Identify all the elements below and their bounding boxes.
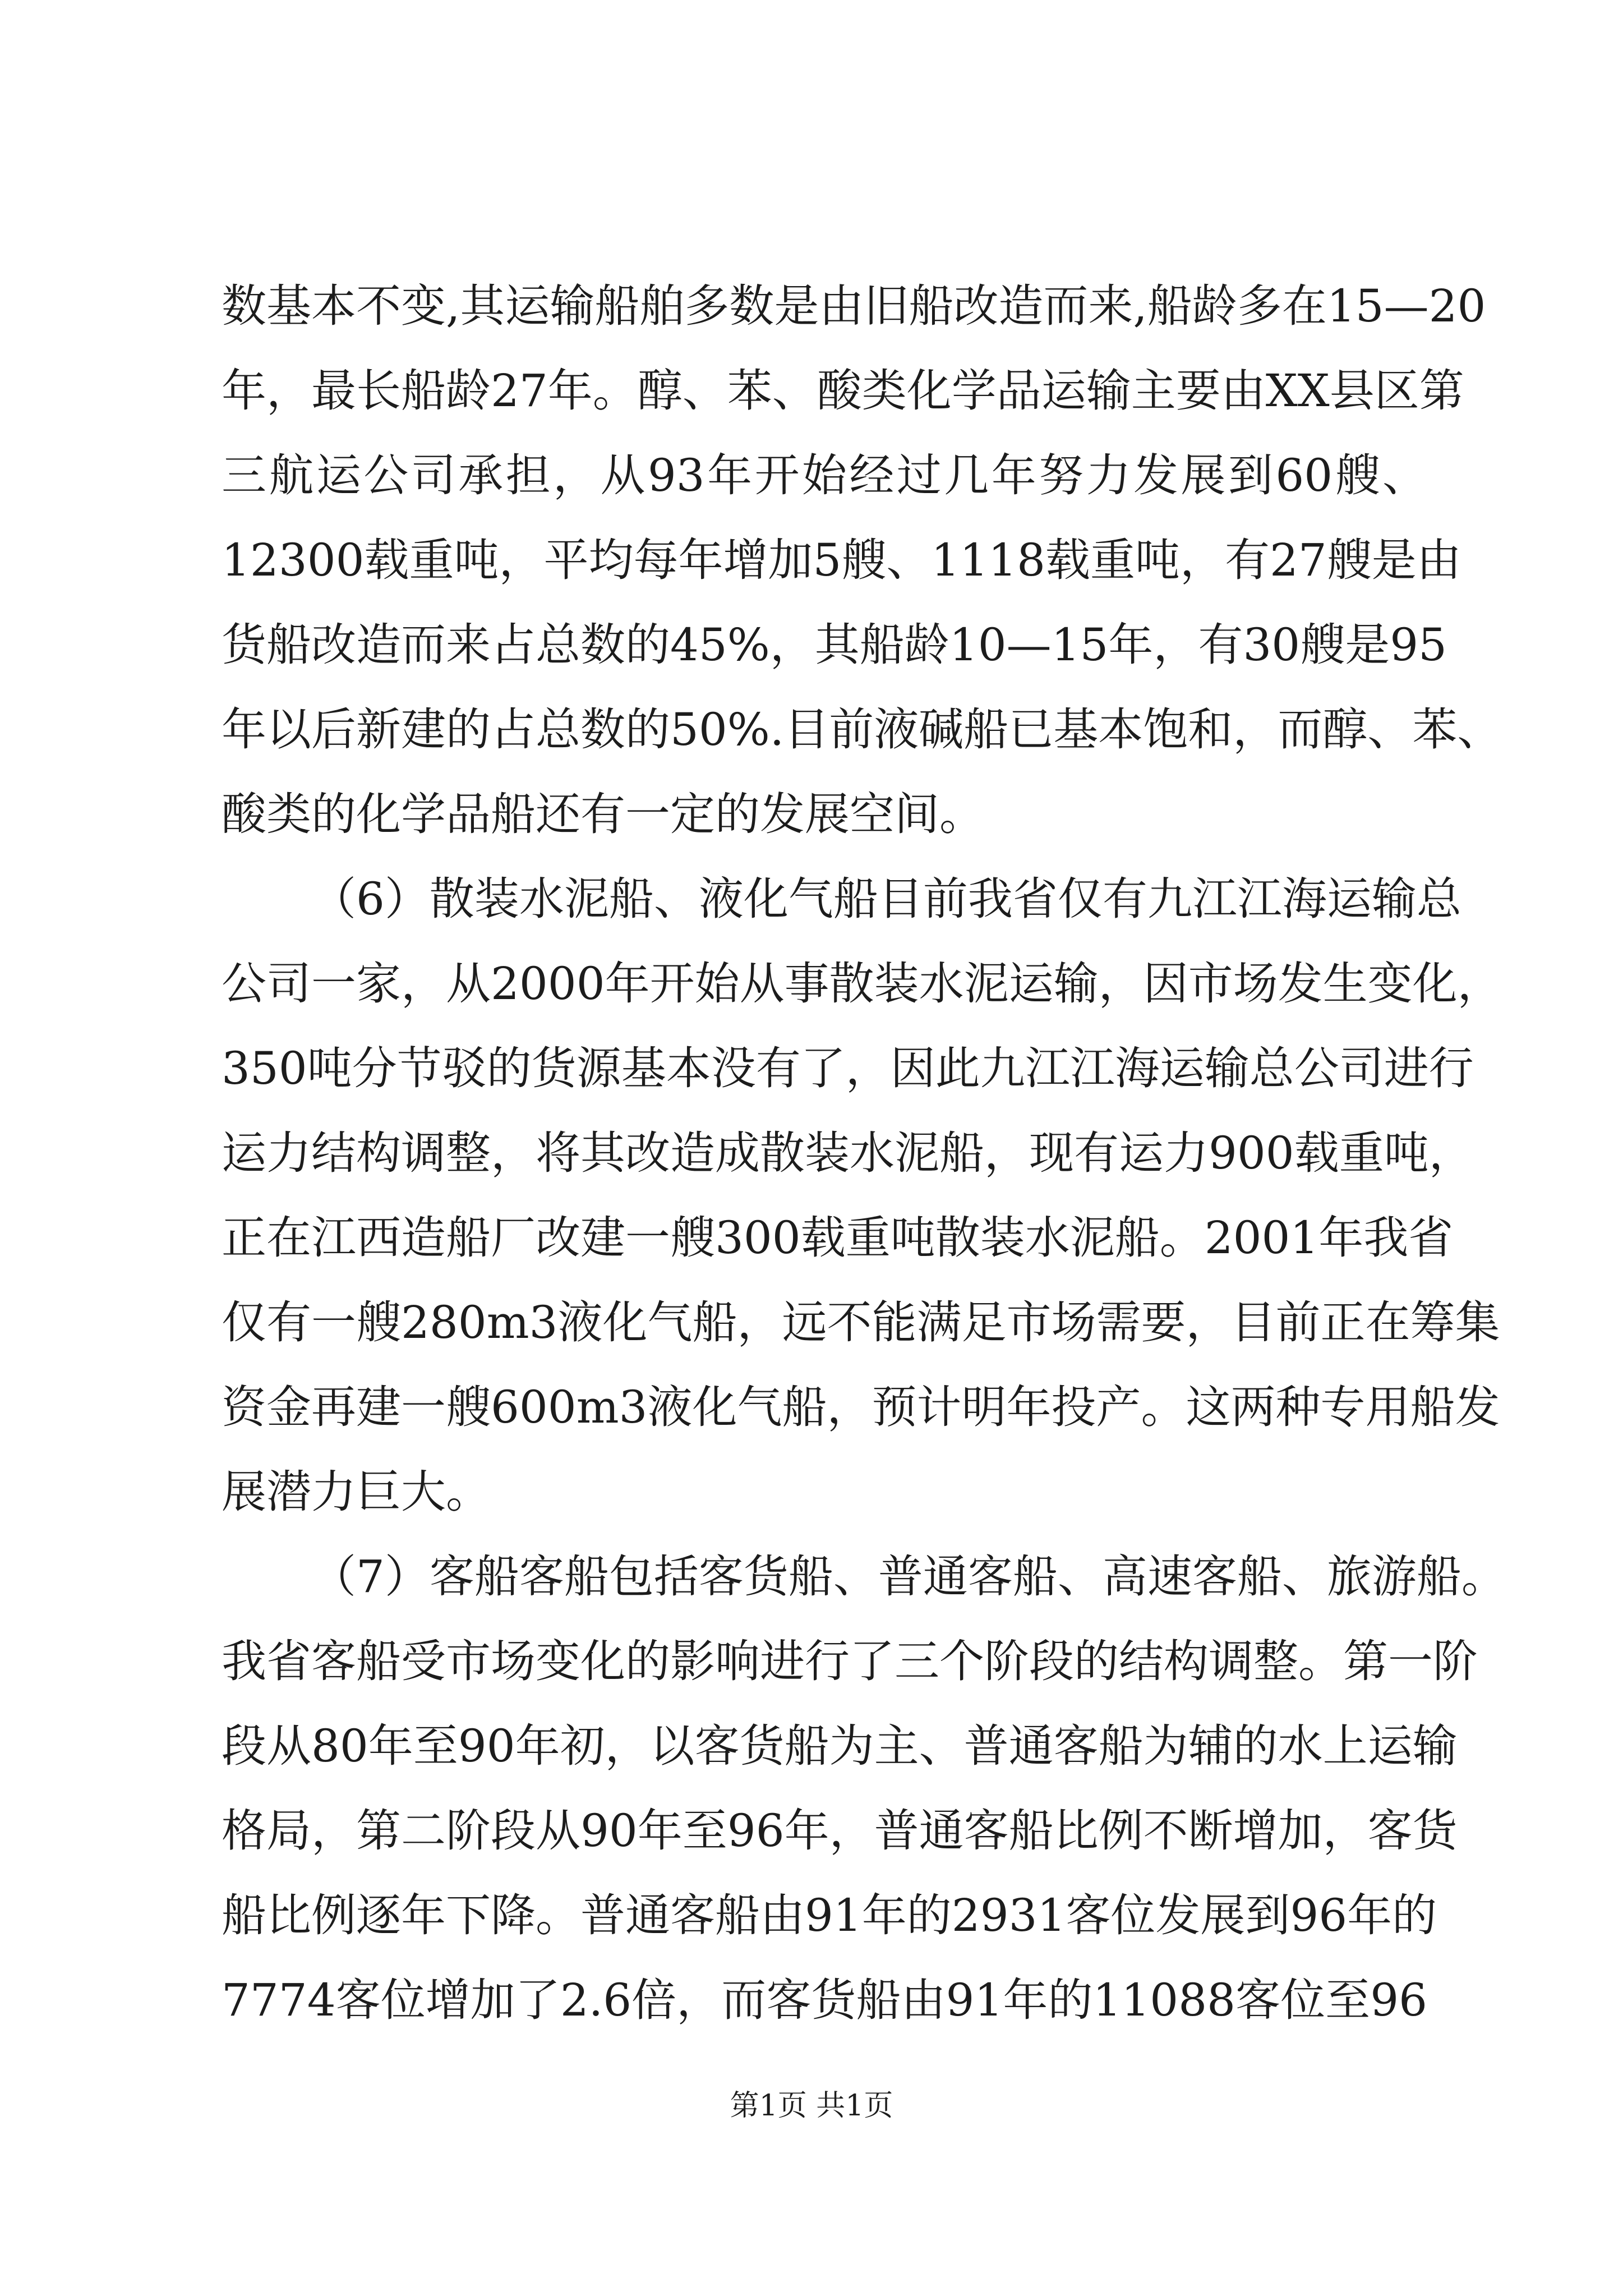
text-line-17: 我省客船受市场变化的影响进行了三个阶段的结构调整。第一阶 xyxy=(222,1635,1478,1687)
text-line-11: 运力结构调整，将其改造成散装水泥船，现有运力900载重吨， xyxy=(222,1127,1474,1179)
text-line-8: （6）散装水泥船、液化气船目前我省仅有九江江海运输总 xyxy=(311,873,1461,925)
text-line-2: 年，最长船龄27年。醇、苯、酸类化学品运输主要由XX县区第 xyxy=(222,365,1464,417)
text-line-7: 酸类的化学品船还有一定的发展空间。 xyxy=(222,788,984,840)
page-footer: 第1页 共1页 xyxy=(730,2089,893,2123)
text-line-18: 段从80年至90年初，以客货船为主、普通客船为辅的水上运输 xyxy=(222,1720,1458,1772)
document-body xyxy=(222,264,1506,2042)
text-line-3: 三航运公司承担，从93年开始经过几年努力发展到60艘、 xyxy=(222,449,1427,501)
text-line-12: 正在江西造船厂改建一艘300载重吨散装水泥船。2001年我省 xyxy=(222,1212,1454,1264)
text-line-16: （7）客船客船包括客货船、普通客船、高速客船、旅游船。 xyxy=(311,1550,1506,1603)
text-line-19: 格局，第二阶段从90年至96年，普通客船比例不断增加，客货 xyxy=(222,1805,1458,1857)
text-line-9: 公司一家，从2000年开始从事散装水泥运输，因市场发生变化， xyxy=(222,958,1502,1010)
text-line-14: 资金再建一艘600m3液化气船，预计明年投产。这两种专用船发 xyxy=(222,1381,1500,1433)
text-line-5: 货船改造而来占总数的45%，其船龄10—15年，有30艘是95 xyxy=(222,619,1447,671)
text-line-21: 7774客位增加了2.6倍，而客货船由91年的11088客位至96 xyxy=(222,1974,1427,2026)
text-line-4: 12300载重吨，平均每年增加5艘、1118载重吨，有27艘是由 xyxy=(222,534,1461,586)
text-line-1: 数基本不变,其运输船舶多数是由旧船改造而来,船龄多在15—20 xyxy=(222,280,1486,332)
text-line-13: 仅有一艘280m3液化气船，远不能满足市场需要，目前正在筹集 xyxy=(222,1296,1500,1349)
text-line-6: 年以后新建的占总数的50%.目前液碱船已基本饱和，而醇、苯、 xyxy=(222,703,1502,756)
text-line-15: 展潜力巨大。 xyxy=(222,1466,491,1518)
text-line-20: 船比例逐年下降。普通客船由91年的2931客位发展到96年的 xyxy=(222,1889,1437,1941)
text-line-10: 350吨分节驳的货源基本没有了，因此九江江海运输总公司进行 xyxy=(222,1042,1474,1094)
